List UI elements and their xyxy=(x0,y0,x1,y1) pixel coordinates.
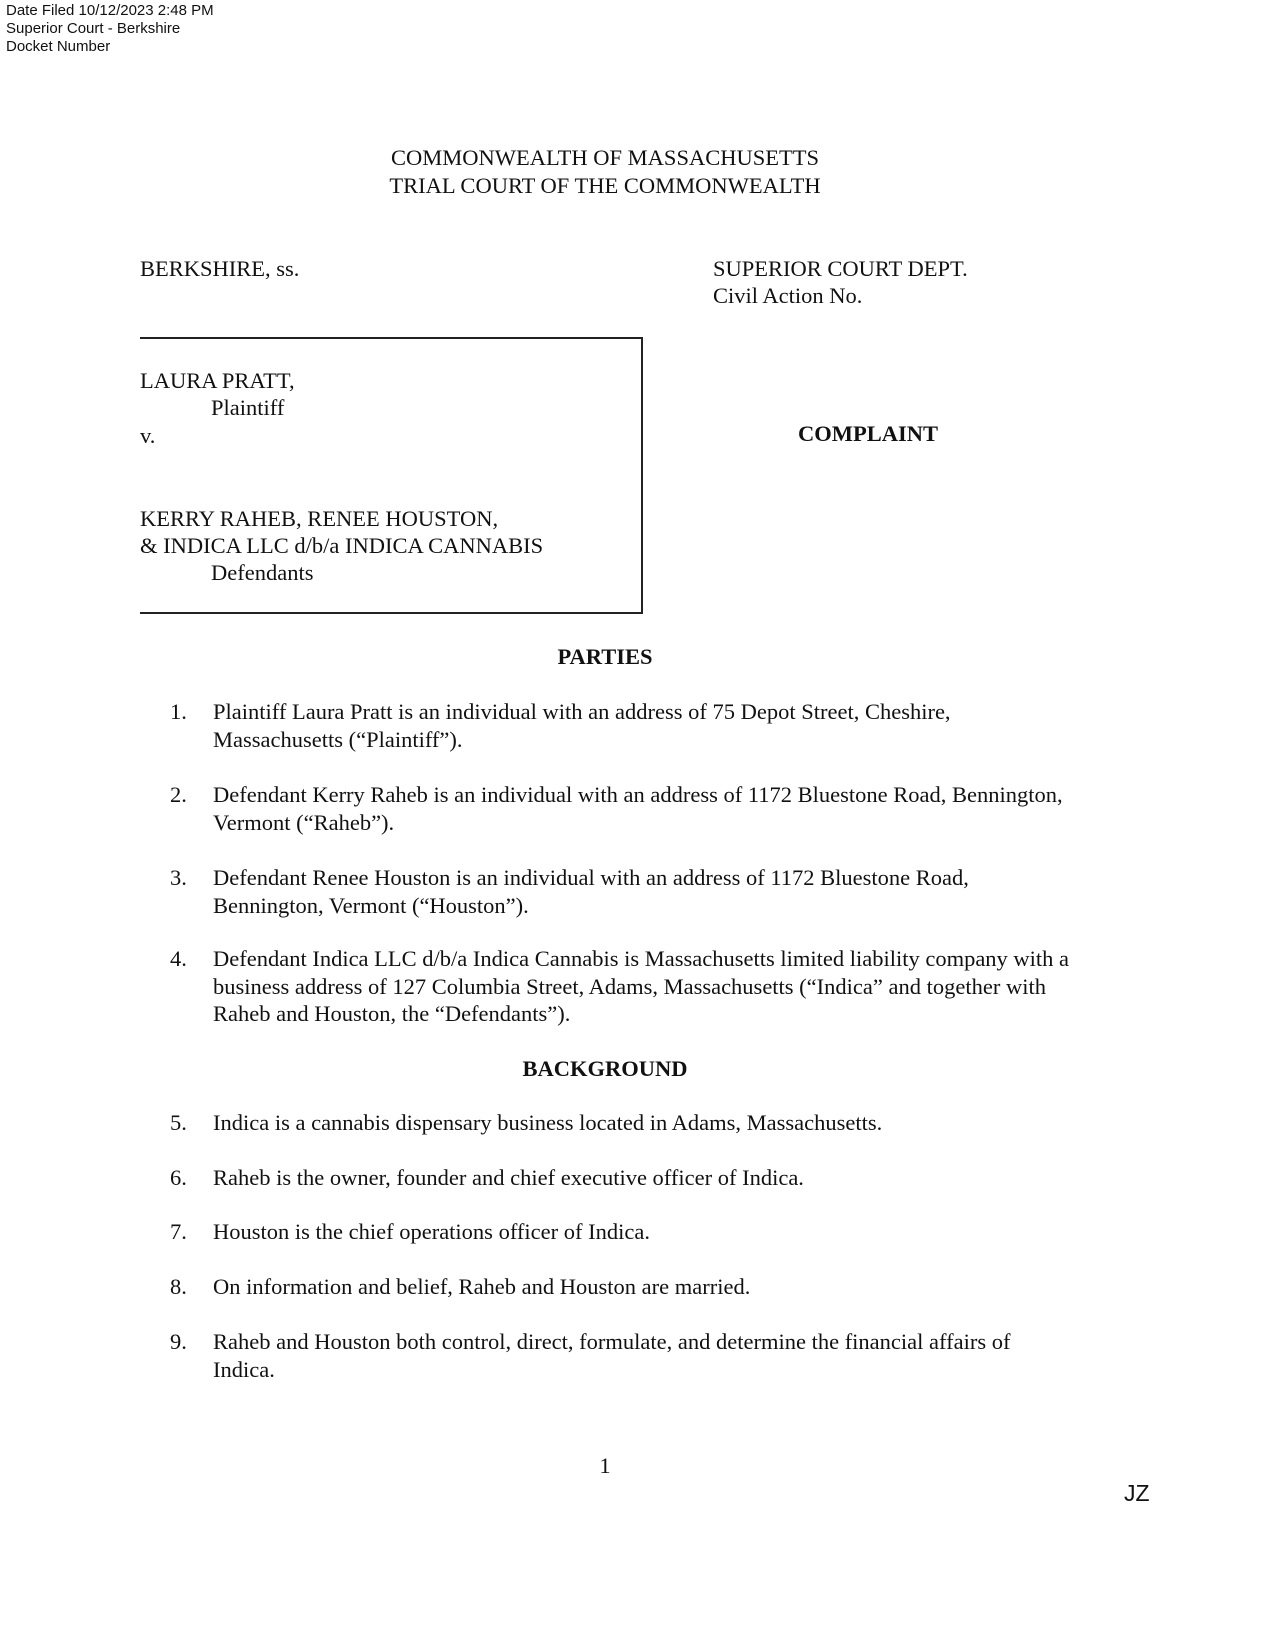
document-title: COMPLAINT xyxy=(798,421,938,446)
item-number: 6. xyxy=(170,1165,187,1190)
court-title-line1: COMMONWEALTH OF MASSACHUSETTS xyxy=(391,145,819,170)
defendants-line2: & INDICA LLC d/b/a INDICA CANNABIS xyxy=(140,533,544,558)
list-item xyxy=(170,945,1070,1028)
filing-stamp xyxy=(6,2,214,56)
caption-side-rule xyxy=(641,337,643,614)
filing-date: Date Filed 10/12/2023 2:48 PM xyxy=(6,2,214,19)
item-number: 3. xyxy=(170,865,187,890)
caption-top-rule xyxy=(140,337,642,339)
item-text: Raheb and Houston both control, direct, formulate, and determine the financial affairs of Indica. xyxy=(213,1329,1011,1382)
plaintiff-name: LAURA PRATT, xyxy=(140,368,295,393)
list-item xyxy=(170,864,1070,919)
filing-court: Superior Court - Berkshire xyxy=(6,20,181,37)
item-text: Houston is the chief operations officer of Indica. xyxy=(213,1219,650,1244)
defendants-line1: KERRY RAHEB, RENEE HOUSTON, xyxy=(140,506,499,531)
item-number: 5. xyxy=(170,1110,187,1135)
item-text: Raheb is the owner, founder and chief executive officer of Indica. xyxy=(213,1165,804,1190)
versus: v. xyxy=(140,423,156,448)
item-text: Plaintiff Laura Pratt is an individual with an address of 75 Depot Street, Cheshire, Massachusetts (“Plaintiff”). xyxy=(213,699,951,752)
item-text: Defendant Kerry Raheb is an individual with an address of 1172 Bluestone Road, Bennington, Vermont (“Raheb”). xyxy=(213,782,1063,835)
caption-bottom-rule xyxy=(140,612,642,614)
item-text: Defendant Renee Houston is an individual with an address of 1172 Bluestone Road, Bennington, Vermont (“Houston”). xyxy=(213,865,969,918)
department: SUPERIOR COURT DEPT. xyxy=(713,256,968,281)
list-item xyxy=(170,698,1070,753)
list-item xyxy=(170,1109,1070,1137)
item-number: 9. xyxy=(170,1329,187,1354)
list-item xyxy=(170,781,1070,836)
court-title-line2: TRIAL COURT OF THE COMMONWEALTH xyxy=(389,173,821,198)
item-number: 4. xyxy=(170,946,187,971)
civil-action-number: Civil Action No. xyxy=(713,283,863,308)
background-heading: BACKGROUND xyxy=(522,1056,688,1081)
item-text: Indica is a cannabis dispensary business located in Adams, Massachusetts. xyxy=(213,1110,883,1135)
item-number: 8. xyxy=(170,1274,187,1299)
plaintiff-role: Plaintiff xyxy=(211,395,285,420)
item-number: 7. xyxy=(170,1219,187,1244)
item-text: Defendant Indica LLC d/b/a Indica Cannabis is Massachusetts limited liability company with a business address of 127 Columbia Street, Adams, Massachusetts (“Indica” and together with Raheb and Houston, the “Defendants”). xyxy=(213,946,1070,1026)
item-number: 2. xyxy=(170,782,187,807)
item-text: On information and belief, Raheb and Houston are married. xyxy=(213,1274,751,1299)
list-item xyxy=(170,1273,1070,1301)
list-item xyxy=(170,1218,1070,1246)
docket-number-label: Docket Number xyxy=(6,38,111,55)
list-item xyxy=(170,1164,1070,1192)
defendants-role: Defendants xyxy=(211,560,314,585)
initials: JZ xyxy=(1124,1480,1150,1506)
county: BERKSHIRE, ss. xyxy=(140,256,300,281)
item-number: 1. xyxy=(170,699,187,724)
page-number: 1 xyxy=(599,1453,611,1478)
list-item xyxy=(170,1328,1070,1383)
parties-heading: PARTIES xyxy=(557,644,653,669)
